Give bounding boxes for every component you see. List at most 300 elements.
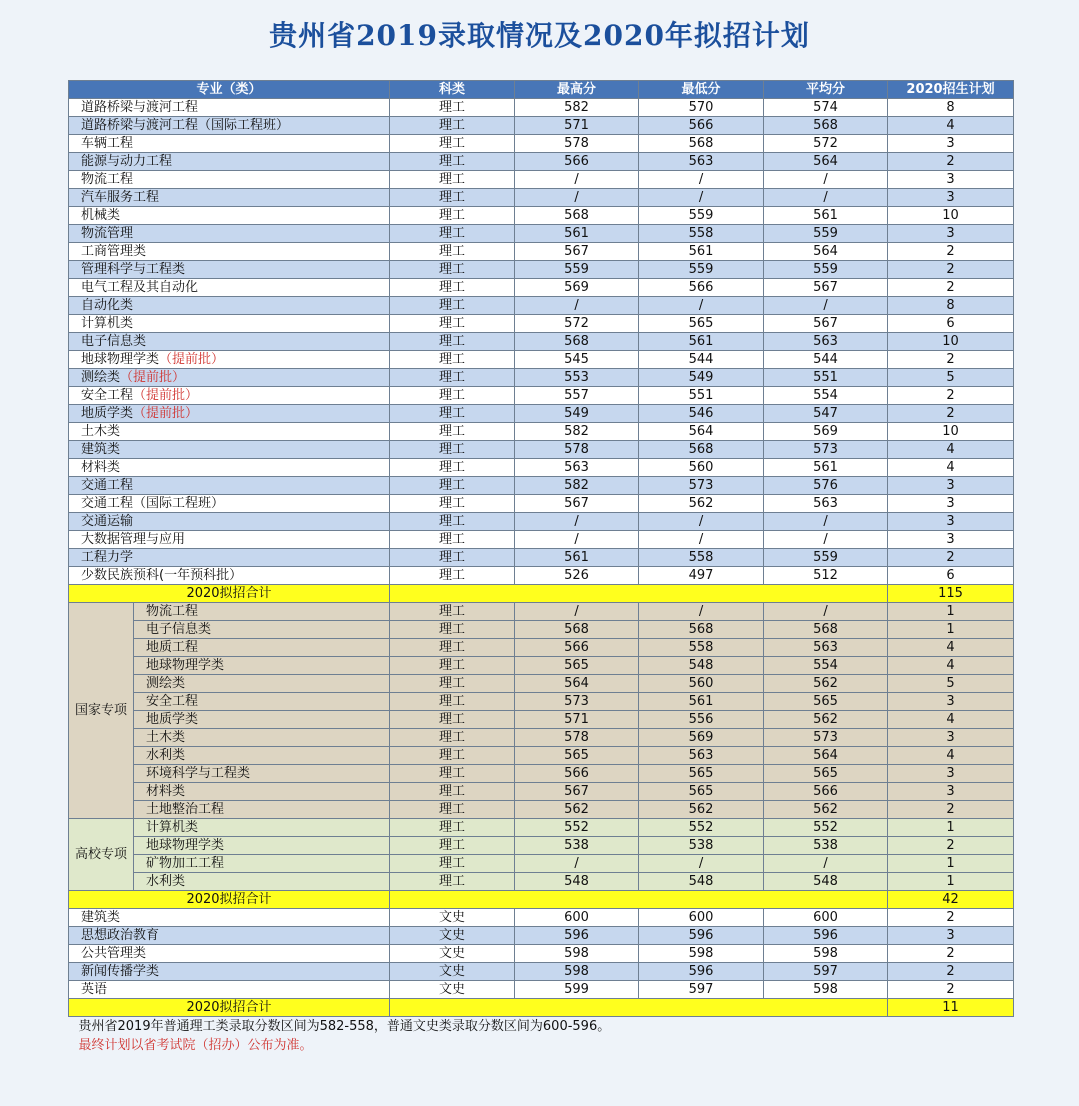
major-cell: [69, 495, 390, 513]
header-min-score: 最低分: [639, 81, 764, 99]
avg-score-cell: 562: [764, 675, 888, 693]
min-score-cell: 551: [639, 387, 764, 405]
major-name: 能源与动力工程: [81, 154, 173, 169]
category-cell: 理工: [390, 315, 515, 333]
major-cell: 公共管理类: [69, 945, 390, 963]
table-row: [69, 783, 1014, 801]
total-spacer: [390, 585, 888, 603]
plan-cell: 3: [888, 225, 1014, 243]
footnote-score-range: 贵州省2019年普通理工类录取分数区间为582-558，普通文史类录取分数区间为600-596。: [69, 1017, 1014, 1036]
category-cell: 理工: [390, 207, 515, 225]
plan-cell: 2: [888, 243, 1014, 261]
group-university-special: 高校专项: [69, 819, 134, 891]
category-cell: 理工: [390, 405, 515, 423]
major-name: 自动化类: [81, 298, 134, 313]
category-cell: 理工: [390, 765, 515, 783]
max-score-cell: 578: [515, 729, 639, 747]
min-score-cell: 559: [639, 207, 764, 225]
table-row: [69, 711, 1014, 729]
max-score-cell: /: [515, 189, 639, 207]
major-name: 大数据管理与应用: [81, 532, 186, 547]
max-score-cell: 566: [515, 765, 639, 783]
major-name: 电子信息类: [81, 334, 147, 349]
plan-cell: 2: [888, 405, 1014, 423]
avg-score-cell: /: [764, 531, 888, 549]
max-score-cell: 561: [515, 225, 639, 243]
table-row: [69, 315, 1014, 333]
min-score-cell: 562: [639, 495, 764, 513]
category-cell: 文史: [390, 981, 515, 999]
avg-score-cell: /: [764, 189, 888, 207]
plan-cell: 4: [888, 117, 1014, 135]
category-cell: 理工: [390, 171, 515, 189]
header-max-score: 最高分: [515, 81, 639, 99]
min-score-cell: 548: [639, 657, 764, 675]
max-score-cell: /: [515, 513, 639, 531]
table-row: [69, 387, 1014, 405]
plan-cell: 4: [888, 639, 1014, 657]
avg-score-cell: 572: [764, 135, 888, 153]
category-cell: 理工: [390, 333, 515, 351]
header-avg-score: 平均分: [764, 81, 888, 99]
category-cell: 理工: [390, 711, 515, 729]
footnote-row: [69, 1036, 1014, 1055]
major-cell: 新闻传播学类: [69, 963, 390, 981]
max-score-cell: 562: [515, 801, 639, 819]
avg-score-cell: 573: [764, 729, 888, 747]
table-row: [69, 225, 1014, 243]
max-score-cell: 559: [515, 261, 639, 279]
avg-score-cell: 564: [764, 153, 888, 171]
major-cell: [69, 171, 390, 189]
category-cell: 理工: [390, 189, 515, 207]
major-name: 工程力学: [81, 550, 134, 565]
table-row: [69, 243, 1014, 261]
major-name: 材料类: [81, 460, 121, 475]
table-row: [69, 981, 1014, 999]
min-score-cell: 559: [639, 261, 764, 279]
max-score-cell: 526: [515, 567, 639, 585]
table-header-row: [69, 81, 1014, 99]
category-cell: 理工: [390, 477, 515, 495]
major-name: 汽车服务工程: [81, 190, 160, 205]
group-national-special: 国家专项: [69, 603, 134, 819]
min-score-cell: 544: [639, 351, 764, 369]
major-name: 道路桥梁与渡河工程: [81, 100, 199, 115]
avg-score-cell: 573: [764, 441, 888, 459]
category-cell: 理工: [390, 819, 515, 837]
category-cell: 理工: [390, 135, 515, 153]
max-score-cell: 564: [515, 675, 639, 693]
max-score-cell: 571: [515, 117, 639, 135]
major-cell: [69, 153, 390, 171]
category-cell: 理工: [390, 351, 515, 369]
category-cell: 理工: [390, 387, 515, 405]
max-score-cell: 567: [515, 495, 639, 513]
avg-score-cell: 563: [764, 639, 888, 657]
avg-score-cell: /: [764, 297, 888, 315]
category-cell: 理工: [390, 531, 515, 549]
major-cell: 地球物理学类: [134, 657, 390, 675]
max-score-cell: /: [515, 297, 639, 315]
avg-score-cell: 564: [764, 243, 888, 261]
total-value: 42: [888, 891, 1014, 909]
major-cell: [69, 387, 390, 405]
plan-cell: 2: [888, 261, 1014, 279]
major-cell: 矿物加工工程: [134, 855, 390, 873]
table-row: [69, 801, 1014, 819]
min-score-cell: 561: [639, 333, 764, 351]
table-row: [69, 873, 1014, 891]
table-row: [69, 441, 1014, 459]
max-score-cell: 552: [515, 819, 639, 837]
plan-cell: 6: [888, 315, 1014, 333]
table-row: [69, 117, 1014, 135]
table-row: [69, 747, 1014, 765]
total-label: 2020拟招合计: [69, 891, 390, 909]
max-score-cell: 565: [515, 657, 639, 675]
major-name: 管理科学与工程类: [81, 262, 186, 277]
plan-cell: 2: [888, 801, 1014, 819]
table-row: [69, 171, 1014, 189]
max-score-cell: 578: [515, 135, 639, 153]
plan-cell: 4: [888, 459, 1014, 477]
major-cell: 环境科学与工程类: [134, 765, 390, 783]
table-row: [69, 765, 1014, 783]
avg-score-cell: 569: [764, 423, 888, 441]
avg-score-cell: /: [764, 171, 888, 189]
plan-cell: 3: [888, 477, 1014, 495]
max-score-cell: 568: [515, 333, 639, 351]
avg-score-cell: 561: [764, 207, 888, 225]
early-batch-note: （提前批）: [120, 370, 186, 385]
major-cell: [69, 279, 390, 297]
min-score-cell: 538: [639, 837, 764, 855]
min-score-cell: 546: [639, 405, 764, 423]
major-cell: [69, 243, 390, 261]
table-row: [69, 369, 1014, 387]
plan-cell: 1: [888, 819, 1014, 837]
max-score-cell: 553: [515, 369, 639, 387]
major-cell: 地球物理学类: [134, 837, 390, 855]
min-score-cell: /: [639, 171, 764, 189]
plan-cell: 4: [888, 657, 1014, 675]
major-name: 计算机类: [81, 316, 134, 331]
category-cell: 理工: [390, 639, 515, 657]
major-name: 电气工程及其自动化: [81, 280, 199, 295]
avg-score-cell: 548: [764, 873, 888, 891]
category-cell: 理工: [390, 495, 515, 513]
category-cell: 文史: [390, 945, 515, 963]
plan-cell: 1: [888, 603, 1014, 621]
max-score-cell: 568: [515, 207, 639, 225]
avg-score-cell: 567: [764, 315, 888, 333]
plan-cell: 2: [888, 837, 1014, 855]
max-score-cell: 571: [515, 711, 639, 729]
category-cell: 理工: [390, 801, 515, 819]
category-cell: 文史: [390, 963, 515, 981]
category-cell: 理工: [390, 783, 515, 801]
avg-score-cell: 566: [764, 783, 888, 801]
table-row: [69, 351, 1014, 369]
max-score-cell: 578: [515, 441, 639, 459]
avg-score-cell: 554: [764, 657, 888, 675]
table-row: [69, 405, 1014, 423]
min-score-cell: 558: [639, 225, 764, 243]
avg-score-cell: 559: [764, 261, 888, 279]
avg-score-cell: 574: [764, 99, 888, 117]
major-cell: [69, 459, 390, 477]
avg-score-cell: /: [764, 855, 888, 873]
min-score-cell: 563: [639, 747, 764, 765]
min-score-cell: 564: [639, 423, 764, 441]
avg-score-cell: 562: [764, 801, 888, 819]
category-cell: 理工: [390, 261, 515, 279]
avg-score-cell: 552: [764, 819, 888, 837]
max-score-cell: 582: [515, 477, 639, 495]
major-name: 地质学类: [81, 406, 134, 421]
max-score-cell: 566: [515, 153, 639, 171]
plan-cell: 2: [888, 981, 1014, 999]
table-row: [69, 135, 1014, 153]
major-name: 建筑类: [81, 442, 121, 457]
plan-cell: 10: [888, 333, 1014, 351]
min-score-cell: 556: [639, 711, 764, 729]
max-score-cell: 600: [515, 909, 639, 927]
plan-cell: 3: [888, 765, 1014, 783]
major-cell: [69, 333, 390, 351]
max-score-cell: 545: [515, 351, 639, 369]
plan-cell: 10: [888, 207, 1014, 225]
major-cell: 材料类: [134, 783, 390, 801]
table-row: [69, 207, 1014, 225]
total-spacer: [390, 891, 888, 909]
table-row: [69, 531, 1014, 549]
major-cell: [69, 261, 390, 279]
min-score-cell: 563: [639, 153, 764, 171]
max-score-cell: 548: [515, 873, 639, 891]
table-row: [69, 945, 1014, 963]
plan-cell: 2: [888, 909, 1014, 927]
major-cell: 土地整治工程: [134, 801, 390, 819]
avg-score-cell: 598: [764, 945, 888, 963]
avg-score-cell: 562: [764, 711, 888, 729]
max-score-cell: 573: [515, 693, 639, 711]
major-cell: [69, 369, 390, 387]
category-cell: 理工: [390, 729, 515, 747]
plan-cell: 5: [888, 675, 1014, 693]
major-name: 工商管理类: [81, 244, 147, 259]
total-row: [69, 891, 1014, 909]
major-cell: 地质工程: [134, 639, 390, 657]
plan-cell: 3: [888, 693, 1014, 711]
category-cell: 理工: [390, 837, 515, 855]
major-cell: 水利类: [134, 873, 390, 891]
plan-cell: 2: [888, 549, 1014, 567]
avg-score-cell: 551: [764, 369, 888, 387]
plan-cell: 4: [888, 441, 1014, 459]
min-score-cell: /: [639, 603, 764, 621]
category-cell: 理工: [390, 423, 515, 441]
major-cell: [69, 441, 390, 459]
major-name: 车辆工程: [81, 136, 134, 151]
category-cell: 理工: [390, 225, 515, 243]
table-row: [69, 189, 1014, 207]
major-name: 土木类: [81, 424, 121, 439]
major-name: 交通运输: [81, 514, 134, 529]
total-value: 115: [888, 585, 1014, 603]
min-score-cell: 552: [639, 819, 764, 837]
plan-cell: 2: [888, 945, 1014, 963]
category-cell: 理工: [390, 747, 515, 765]
header-category: 科类: [390, 81, 515, 99]
major-name: 安全工程: [81, 388, 134, 403]
major-cell: [69, 405, 390, 423]
major-cell: [69, 207, 390, 225]
max-score-cell: /: [515, 855, 639, 873]
min-score-cell: 566: [639, 117, 764, 135]
major-cell: [69, 423, 390, 441]
plan-cell: 3: [888, 513, 1014, 531]
table-row: [69, 603, 1014, 621]
min-score-cell: 560: [639, 675, 764, 693]
min-score-cell: /: [639, 513, 764, 531]
min-score-cell: 596: [639, 927, 764, 945]
avg-score-cell: 544: [764, 351, 888, 369]
min-score-cell: 565: [639, 315, 764, 333]
avg-score-cell: 564: [764, 747, 888, 765]
avg-score-cell: /: [764, 603, 888, 621]
plan-cell: 10: [888, 423, 1014, 441]
admission-table: [68, 80, 1014, 1055]
max-score-cell: 567: [515, 243, 639, 261]
major-cell: 土木类: [134, 729, 390, 747]
avg-score-cell: 597: [764, 963, 888, 981]
major-cell: [69, 549, 390, 567]
min-score-cell: 565: [639, 765, 764, 783]
max-score-cell: /: [515, 603, 639, 621]
max-score-cell: 538: [515, 837, 639, 855]
plan-cell: 3: [888, 927, 1014, 945]
min-score-cell: 597: [639, 981, 764, 999]
category-cell: 文史: [390, 927, 515, 945]
total-label: 2020拟招合计: [69, 999, 390, 1017]
avg-score-cell: 598: [764, 981, 888, 999]
min-score-cell: 566: [639, 279, 764, 297]
category-cell: 理工: [390, 99, 515, 117]
plan-cell: 2: [888, 279, 1014, 297]
plan-cell: 3: [888, 135, 1014, 153]
max-score-cell: 598: [515, 945, 639, 963]
major-cell: 物流工程: [134, 603, 390, 621]
category-cell: 理工: [390, 603, 515, 621]
max-score-cell: 598: [515, 963, 639, 981]
max-score-cell: 557: [515, 387, 639, 405]
table-row: [69, 855, 1014, 873]
table-row: [69, 495, 1014, 513]
max-score-cell: 569: [515, 279, 639, 297]
total-row: [69, 999, 1014, 1017]
min-score-cell: /: [639, 297, 764, 315]
max-score-cell: 572: [515, 315, 639, 333]
major-name: 测绘类: [81, 370, 121, 385]
major-cell: 思想政治教育: [69, 927, 390, 945]
table-row: [69, 729, 1014, 747]
major-cell: 水利类: [134, 747, 390, 765]
min-score-cell: 561: [639, 243, 764, 261]
min-score-cell: /: [639, 531, 764, 549]
avg-score-cell: 600: [764, 909, 888, 927]
min-score-cell: 497: [639, 567, 764, 585]
avg-score-cell: 596: [764, 927, 888, 945]
category-cell: 理工: [390, 567, 515, 585]
category-cell: 理工: [390, 153, 515, 171]
max-score-cell: 565: [515, 747, 639, 765]
max-score-cell: 599: [515, 981, 639, 999]
major-cell: [69, 477, 390, 495]
major-cell: [69, 315, 390, 333]
major-cell: 计算机类: [134, 819, 390, 837]
major-cell: [69, 135, 390, 153]
min-score-cell: 598: [639, 945, 764, 963]
table-row: [69, 819, 1014, 837]
plan-cell: 6: [888, 567, 1014, 585]
plan-cell: 4: [888, 747, 1014, 765]
avg-score-cell: 538: [764, 837, 888, 855]
max-score-cell: 567: [515, 783, 639, 801]
major-cell: [69, 351, 390, 369]
plan-cell: 2: [888, 351, 1014, 369]
table-row: [69, 675, 1014, 693]
table-row: [69, 657, 1014, 675]
total-spacer: [390, 999, 888, 1017]
major-cell: 测绘类: [134, 675, 390, 693]
avg-score-cell: /: [764, 513, 888, 531]
min-score-cell: 565: [639, 783, 764, 801]
table-row: [69, 549, 1014, 567]
plan-cell: 3: [888, 495, 1014, 513]
min-score-cell: 596: [639, 963, 764, 981]
avg-score-cell: 512: [764, 567, 888, 585]
header-plan-2020: 2020招生计划: [888, 81, 1014, 99]
category-cell: 理工: [390, 675, 515, 693]
category-cell: 理工: [390, 549, 515, 567]
avg-score-cell: 576: [764, 477, 888, 495]
min-score-cell: 568: [639, 621, 764, 639]
max-score-cell: /: [515, 171, 639, 189]
total-label: 2020拟招合计: [69, 585, 390, 603]
table-row: [69, 567, 1014, 585]
footnote-final-plan: 最终计划以省考试院（招办）公布为准。: [69, 1036, 1014, 1055]
total-value: 11: [888, 999, 1014, 1017]
min-score-cell: /: [639, 855, 764, 873]
total-row: [69, 585, 1014, 603]
early-batch-note: （提前批）: [159, 352, 225, 367]
avg-score-cell: 568: [764, 117, 888, 135]
min-score-cell: 569: [639, 729, 764, 747]
min-score-cell: /: [639, 189, 764, 207]
plan-cell: 2: [888, 153, 1014, 171]
category-cell: 理工: [390, 297, 515, 315]
major-name: 物流工程: [81, 172, 134, 187]
category-cell: 理工: [390, 279, 515, 297]
major-cell: [69, 513, 390, 531]
min-score-cell: 570: [639, 99, 764, 117]
table-row: [69, 477, 1014, 495]
header-major: 专业（类）: [69, 81, 390, 99]
max-score-cell: 568: [515, 621, 639, 639]
major-name: 交通工程（国际工程班）: [81, 496, 225, 511]
